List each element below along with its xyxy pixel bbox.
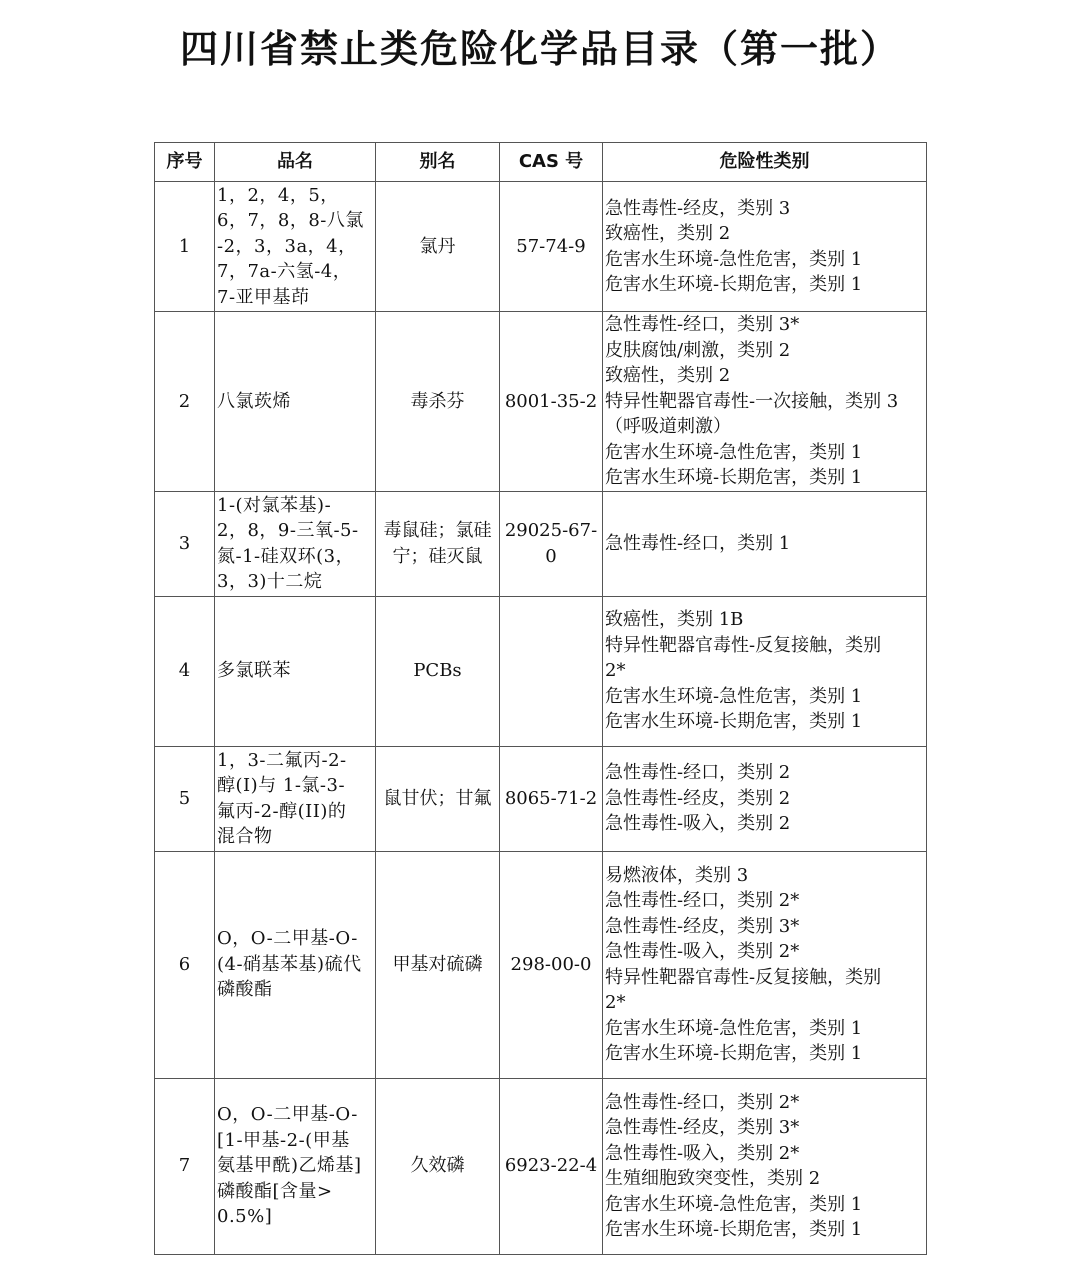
cas-number: 29025-67-0	[500, 491, 603, 596]
chemical-name-line: 氮-1-硅双环(3，	[217, 545, 355, 567]
chemical-name	[215, 851, 376, 1078]
chemical-name-line: 醇(I)与 1-氯-3-	[217, 775, 346, 796]
row-number: 2	[155, 312, 215, 492]
chemical-name	[215, 746, 376, 851]
cas-number: 57-74-9	[500, 182, 603, 312]
hazard-class: 危害水生环境-长期危害，类别 1	[605, 1219, 863, 1240]
chemical-name	[215, 596, 376, 746]
table-row	[155, 182, 927, 312]
table-row	[155, 851, 927, 1078]
cas-number: 298-00-0	[500, 851, 603, 1078]
chemical-name-line: 氨基甲酰)乙烯基]	[217, 1155, 362, 1177]
header-no: 序号	[155, 143, 215, 182]
hazard-class: 急性毒性-吸入，类别 2	[605, 813, 791, 835]
chemical-name-line: 6，7，8，8-八氯	[217, 210, 364, 232]
chemical-alias: 久效磷	[376, 1078, 500, 1254]
hazard-class: （呼吸道刺激）	[605, 416, 731, 437]
chemical-name-line: 多氯联苯	[217, 660, 291, 682]
table-row	[155, 312, 927, 492]
chemical-alias: 氯丹	[376, 182, 500, 312]
chemical-name-line: 7，7a-六氢-4，	[217, 261, 352, 283]
hazard-class: 急性毒性-经皮，类别 3*	[605, 1117, 800, 1138]
hazard-class: 急性毒性-吸入，类别 2*	[605, 1142, 800, 1164]
hazard-class: 急性毒性-经皮，类别 3	[605, 197, 791, 219]
row-number: 4	[155, 596, 215, 746]
chemical-alias	[376, 491, 500, 596]
chemical-name-line: 氟丙-2-醇(II)的	[217, 800, 347, 822]
cas-number: 8065-71-2	[500, 746, 603, 851]
chemical-alias: 鼠甘伏；甘氟	[376, 746, 500, 851]
hazard-class: 危害水生环境-急性危害，类别 1	[605, 441, 863, 463]
chemical-alias-line: 毒鼠硅；氯硅	[383, 520, 492, 541]
table-row	[155, 596, 927, 746]
hazard-class: 危害水生环境-长期危害，类别 1	[605, 711, 863, 733]
chemical-name-line: 0.5%]	[217, 1206, 273, 1228]
hazard-class: 急性毒性-经口，类别 2*	[605, 890, 800, 911]
chemical-name-line: 八氯莰烯	[217, 390, 291, 412]
hazard-class: 易燃液体，类别 3	[605, 864, 749, 886]
hazard-class: 2*	[605, 992, 626, 1013]
hazard-class: 急性毒性-经口，类别 2	[605, 762, 791, 784]
chemical-name-line: 2，8，9-三氧-5-	[217, 520, 359, 541]
hazard-class: 皮肤腐蚀/刺激，类别 2	[605, 339, 791, 361]
hazard-class: 急性毒性-经口，类别 3*	[605, 314, 800, 335]
row-number: 6	[155, 851, 215, 1078]
chemical-catalog-table	[154, 142, 927, 1255]
row-number: 1	[155, 182, 215, 312]
chemical-name-line: 1，3-二氟丙-2-	[217, 749, 347, 771]
cas-number: 6923-22-4	[500, 1078, 603, 1254]
chemical-alias: 甲基对硫磷	[376, 851, 500, 1078]
hazard-class: 危害水生环境-急性危害，类别 1	[605, 1017, 863, 1039]
page-title: 四川省禁止类危险化学品目录（第一批）	[179, 27, 900, 71]
chemical-name-line: O，O-二甲基-O-	[217, 928, 358, 950]
hazard-class: 危害水生环境-长期危害，类别 1	[605, 1043, 863, 1064]
hazard-class: 致癌性，类别 1B	[605, 609, 744, 631]
chemical-alias-line: 宁；硅灭鼠	[392, 545, 483, 567]
table-header-row	[155, 143, 927, 182]
hazard-class: 危害水生环境-急性危害，类别 1	[605, 1193, 863, 1215]
hazard-classes	[603, 182, 927, 312]
table-row	[155, 746, 927, 851]
chemical-name	[215, 312, 376, 492]
chemical-name-line: O，O-二甲基-O-	[217, 1104, 358, 1126]
chemical-name	[215, 1078, 376, 1254]
hazard-classes	[603, 1078, 927, 1254]
chemical-name-line: 1，2，4，5，	[217, 184, 339, 206]
hazard-class: 特异性靶器官毒性-反复接触，类别	[605, 966, 882, 988]
hazard-class: 急性毒性-经皮，类别 2	[605, 787, 791, 809]
chemical-name-line: [1-甲基-2-(甲基	[217, 1129, 350, 1151]
cas-number	[500, 596, 603, 746]
chemical-alias: PCBs	[376, 596, 500, 746]
cas-number: 8001-35-2	[500, 312, 603, 492]
chemical-name-line: 磷酸酯	[217, 979, 273, 1001]
row-number: 5	[155, 746, 215, 851]
hazard-class: 危害水生环境-急性危害，类别 1	[605, 685, 863, 707]
hazard-class: 2*	[605, 660, 626, 682]
hazard-class: 急性毒性-吸入，类别 2*	[605, 941, 800, 962]
chemical-name-line: 混合物	[217, 826, 273, 847]
hazard-class: 生殖细胞致突变性，类别 2	[605, 1168, 821, 1189]
row-number: 3	[155, 491, 215, 596]
hazard-class: 致癌性，类别 2	[605, 223, 731, 244]
hazard-class: 急性毒性-经口，类别 1	[605, 532, 791, 554]
chemical-name-line: -2，3，3a，4，	[217, 235, 357, 257]
hazard-class: 危害水生环境-长期危害，类别 1	[605, 274, 863, 295]
hazard-class: 急性毒性-经皮，类别 3*	[605, 915, 800, 937]
chemical-name	[215, 491, 376, 596]
chemical-name-line: 磷酸酯[含量>	[217, 1180, 333, 1202]
header-alias: 别名	[376, 143, 500, 182]
chemical-name-line: 7-亚甲基茚	[217, 286, 310, 308]
chemical-name-line: 1-(对氯苯基)-	[217, 494, 332, 516]
chemical-alias: 毒杀芬	[376, 312, 500, 492]
header-hazard: 危险性类别	[603, 143, 927, 182]
chemical-name	[215, 182, 376, 312]
header-name: 品名	[215, 143, 376, 182]
hazard-class: 急性毒性-经口，类别 2*	[605, 1091, 800, 1113]
hazard-class: 特异性靶器官毒性-一次接触，类别 3	[605, 390, 899, 412]
hazard-classes	[603, 312, 927, 492]
hazard-classes	[603, 746, 927, 851]
row-number: 7	[155, 1078, 215, 1254]
hazard-class: 特异性靶器官毒性-反复接触，类别	[605, 634, 882, 656]
hazard-classes	[603, 596, 927, 746]
hazard-class: 危害水生环境-急性危害，类别 1	[605, 248, 863, 270]
table-row	[155, 1078, 927, 1254]
chemical-name-line: 3，3)十二烷	[217, 571, 323, 592]
table-row	[155, 491, 927, 596]
hazard-classes	[603, 491, 927, 596]
header-cas: CAS 号	[500, 143, 603, 182]
hazard-class: 危害水生环境-长期危害，类别 1	[605, 467, 863, 488]
chemical-name-line: (4-硝基苯基)硫代	[217, 953, 362, 975]
hazard-class: 致癌性，类别 2	[605, 365, 731, 386]
hazard-classes	[603, 851, 927, 1078]
